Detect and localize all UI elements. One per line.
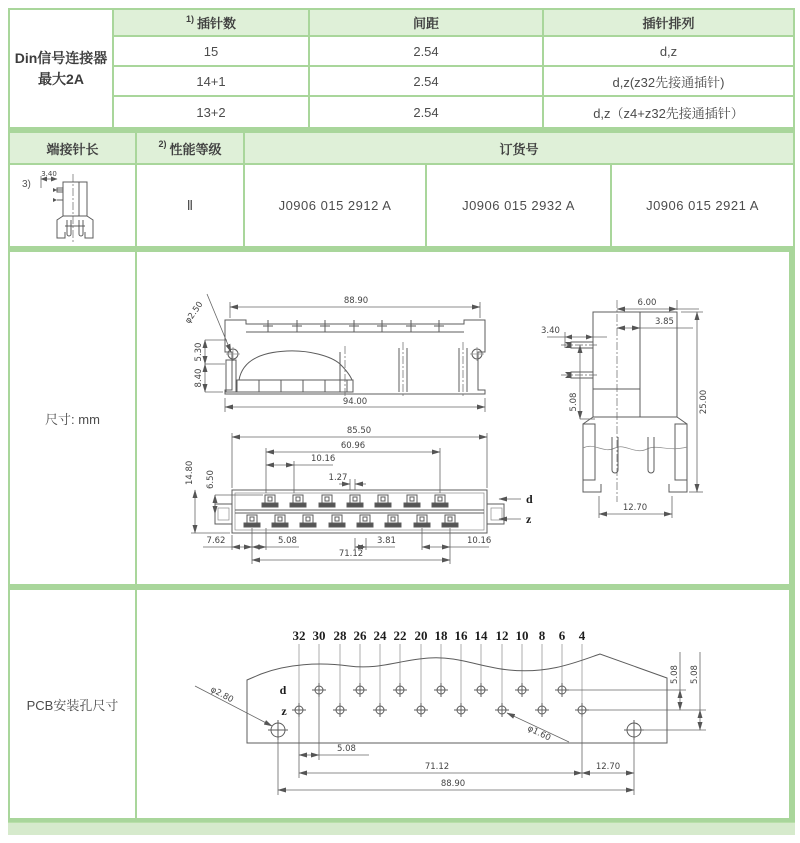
table-cell <box>114 67 308 95</box>
pcb-label-cell <box>10 590 135 818</box>
pitch-value: 2.54 <box>413 43 439 59</box>
dim-label: 5.08 <box>569 392 579 412</box>
table-cell <box>544 97 793 127</box>
pin-length-drawing-cell <box>10 165 135 246</box>
pin-number: 16 <box>454 628 468 643</box>
plan-contacts-d <box>262 495 448 507</box>
table-cell <box>310 37 542 65</box>
pin-count-value: 15 <box>203 43 219 59</box>
bottom-green-strip <box>8 822 795 835</box>
dim-label: 12.70 <box>595 762 621 772</box>
pin-number: 12 <box>495 628 509 643</box>
pin-number: 22 <box>393 628 407 643</box>
header-label: 端接针长 <box>46 141 99 157</box>
dim-label: φ2.80 <box>208 684 235 706</box>
dim-label: 10.16 <box>467 536 492 546</box>
pin-number: 18 <box>434 628 448 643</box>
note-marker: 3) <box>22 179 31 190</box>
dim-label: φ1.60 <box>525 723 553 744</box>
pcb-drawing-cell <box>137 590 789 818</box>
header-label: 订货号 <box>499 141 539 157</box>
pin-number: 20 <box>414 628 428 643</box>
pin-number: 28 <box>333 628 347 643</box>
header-label: 性能等级 <box>169 141 222 157</box>
pin-number-row <box>293 628 586 643</box>
pin-length-drawing <box>27 168 119 244</box>
note-marker: 2) <box>158 139 167 149</box>
header-grade <box>137 133 243 163</box>
row-label-d: d <box>279 683 287 697</box>
table-cell <box>544 37 793 65</box>
dimensions-section <box>8 250 795 588</box>
table-cell <box>310 67 542 95</box>
dim-label: 60.96 <box>340 441 366 451</box>
pin-number: 14 <box>474 628 488 643</box>
row-label-d: d <box>526 492 533 506</box>
dim-label: 3.81 <box>377 536 396 546</box>
dim-label: 5.08 <box>690 665 700 684</box>
pin-number: 4 <box>578 628 586 643</box>
product-title-cell <box>10 10 112 127</box>
pin-count-table <box>8 8 795 131</box>
product-name: Din信号连接器 <box>14 49 108 66</box>
pin-number: 6 <box>558 628 566 643</box>
header-arrangement <box>544 10 793 35</box>
grade-value: Ⅱ <box>186 197 194 213</box>
dim-label: 3.40 <box>40 169 57 178</box>
pcb-section <box>8 588 795 822</box>
header-label: 间距 <box>412 16 439 31</box>
section-label: PCB安装孔尺寸 <box>26 697 119 713</box>
arrangement-value: d,z（z4+z32先接通插针） <box>593 105 744 121</box>
dim-label: 5.08 <box>670 665 680 684</box>
pitch-value: 2.54 <box>413 73 439 89</box>
pin-number: 32 <box>292 628 306 643</box>
dim-label: 25.00 <box>699 389 709 415</box>
dim-label: 10.16 <box>311 454 336 464</box>
table-cell <box>114 97 308 127</box>
dim-label: 71.12 <box>424 762 450 772</box>
dim-label: 6.00 <box>637 298 657 308</box>
order-number: J0906 015 2921 A <box>646 198 759 213</box>
dim-label: 71.12 <box>338 549 364 559</box>
dim-label: 1.27 <box>328 473 348 483</box>
plan-contacts-z <box>244 515 458 527</box>
grade-value-cell <box>137 165 243 246</box>
product-rating: 最大2A <box>38 70 84 87</box>
side-view <box>541 298 709 518</box>
header-pin-length <box>10 133 135 163</box>
dimension-drawings <box>137 252 789 584</box>
dim-label: 88.90 <box>343 296 369 306</box>
pcb-hole-drawing <box>137 590 789 818</box>
dim-label: φ2.50 <box>183 299 206 326</box>
order-table <box>8 131 795 250</box>
dim-label: 3.85 <box>655 317 674 327</box>
row-label-z: z <box>526 512 532 526</box>
header-label: 插针数 <box>197 16 237 31</box>
dim-label: 5.30 <box>194 342 204 362</box>
dim-label: 7.62 <box>206 536 226 546</box>
table-cell <box>310 97 542 127</box>
header-label: 插针排列 <box>642 16 695 31</box>
arrangement-value: d,z <box>659 43 678 59</box>
order-number-cell <box>612 165 793 246</box>
order-number: J0906 015 2912 A <box>278 198 392 213</box>
pin-number: 26 <box>353 628 367 643</box>
front-view <box>183 294 485 412</box>
arrangement-value: d,z(z32先接通插针) <box>612 74 725 90</box>
dim-label: 88.90 <box>440 779 466 789</box>
plan-view <box>185 426 533 564</box>
table-cell <box>114 37 308 65</box>
pin-number: 8 <box>538 628 546 643</box>
header-pitch <box>310 10 542 35</box>
mounting-holes <box>268 720 644 740</box>
dimensions-drawing-cell <box>137 252 789 584</box>
dim-label: 6.50 <box>206 470 216 489</box>
dim-label: 5.08 <box>278 536 297 546</box>
holes-d-row <box>312 683 569 697</box>
pin-count-value: 13+2 <box>196 104 226 120</box>
dim-label: 3.40 <box>541 326 560 336</box>
section-label: 尺寸: mm <box>45 411 100 427</box>
dim-label: 5.08 <box>337 744 356 754</box>
pin-number: 10 <box>515 628 529 643</box>
header-pin-count <box>114 10 308 35</box>
pin-number: 30 <box>312 628 326 643</box>
dim-label: 8.40 <box>194 368 204 388</box>
dim-label: 14.80 <box>185 460 195 485</box>
header-order-number <box>245 133 793 163</box>
pin-number: 24 <box>373 628 387 643</box>
order-number-cell <box>245 165 425 246</box>
dim-label: 85.50 <box>346 426 372 436</box>
order-number-cell <box>427 165 610 246</box>
dim-label: 94.00 <box>342 397 368 407</box>
pitch-value: 2.54 <box>413 104 439 120</box>
dim-label: 12.70 <box>622 503 648 513</box>
pin-count-value: 14+1 <box>196 73 226 89</box>
row-label-z: z <box>281 704 287 718</box>
note-marker: 1) <box>185 13 194 24</box>
table-cell <box>544 67 793 95</box>
order-number: J0906 015 2932 A <box>462 198 575 213</box>
holes-z-row <box>292 703 589 717</box>
dimensions-label-cell <box>10 252 135 584</box>
pcb-board-outline <box>247 654 667 743</box>
